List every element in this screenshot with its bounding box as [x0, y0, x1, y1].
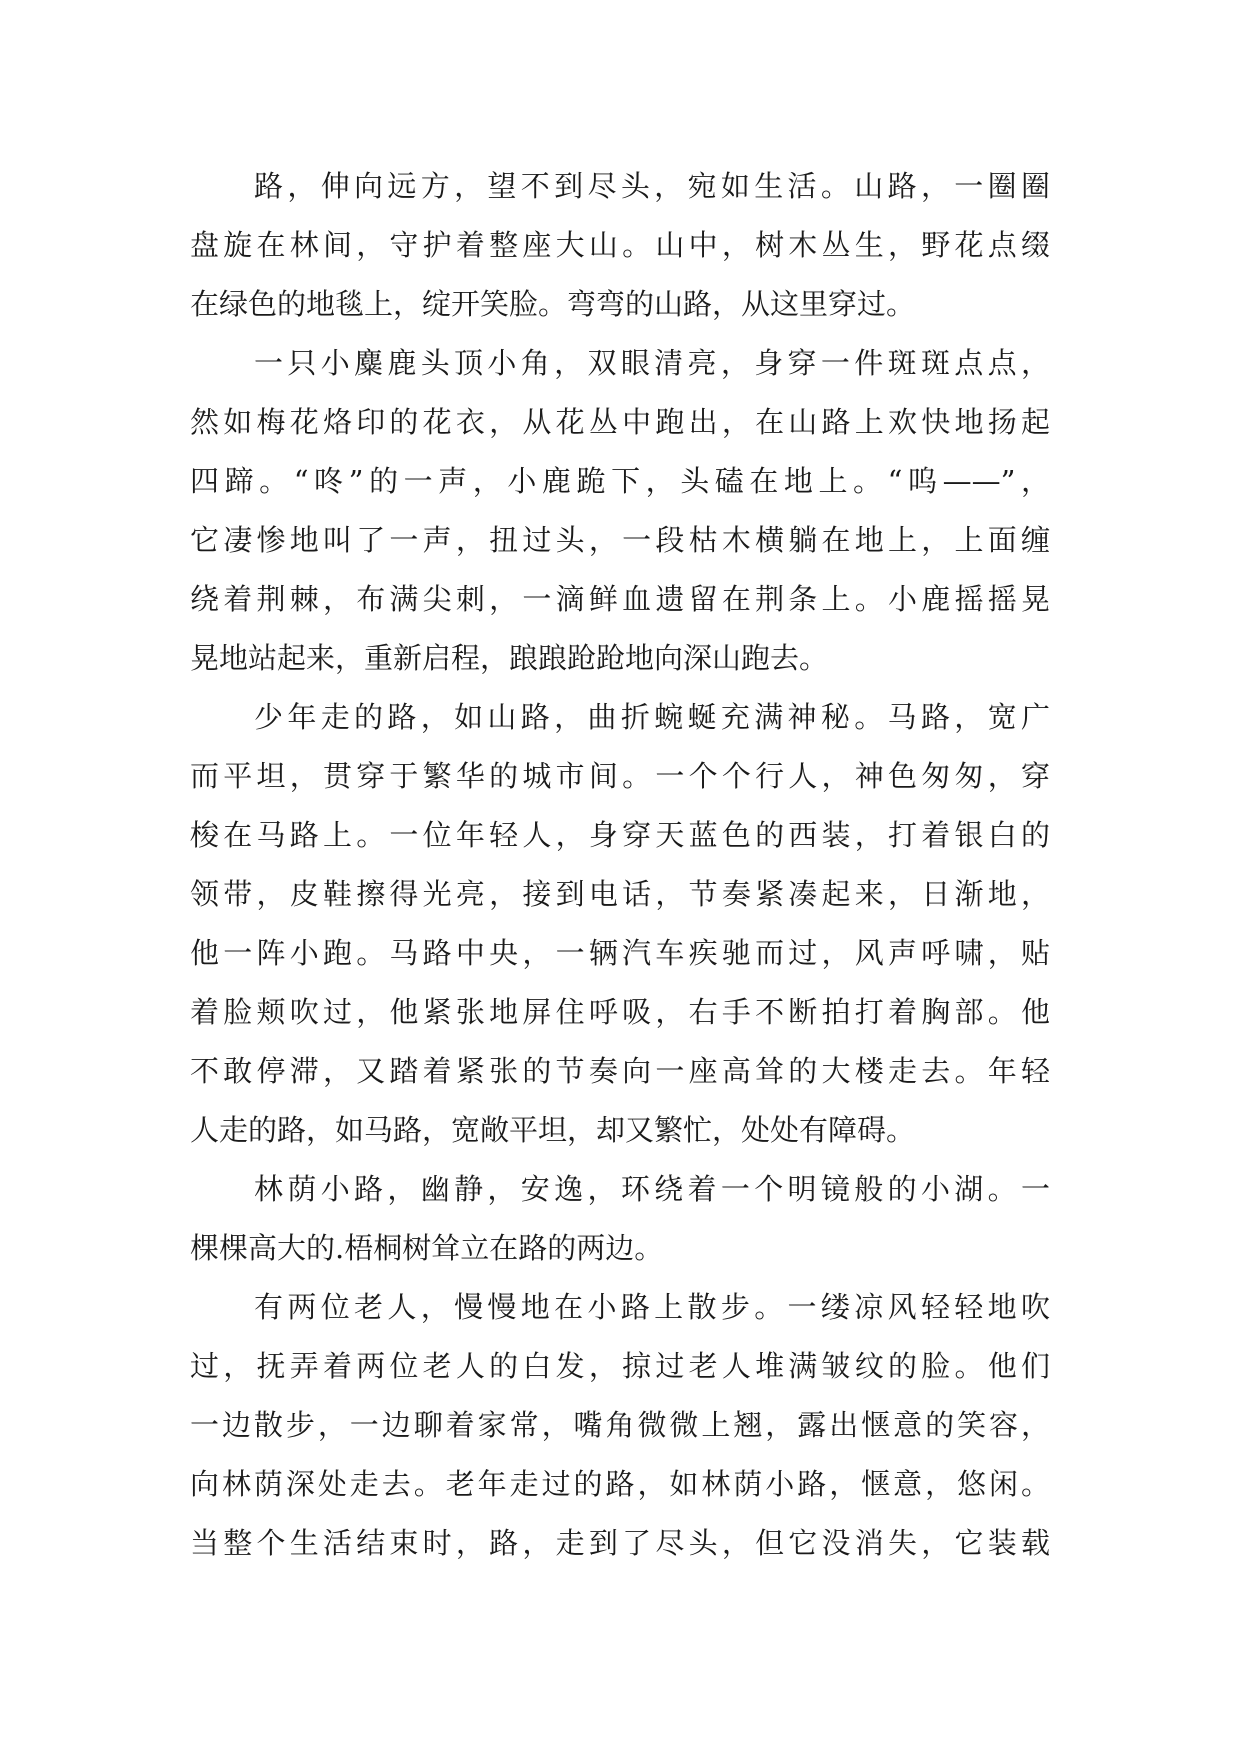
text-line: 当整个生活结束时，路，走到了尽头，但它没消失，它装载 [190, 1526, 1050, 1560]
text-line: 他一阵小跑。马路中央，一辆汽车疾驰而过，风声呼啸，贴 [190, 936, 1050, 970]
text-line: 路，伸向远方，望不到尽头，宛如生活。山路，一圈圈 [254, 169, 1050, 203]
text-line: 不敢停滞，又踏着紧张的节奏向一座高耸的大楼走去。年轻 [190, 1054, 1050, 1088]
text-line: 绕着荆棘，布满尖刺，一滴鲜血遗留在荆条上。小鹿摇摇晃 [190, 582, 1050, 616]
text-line: 然如梅花烙印的花衣，从花丛中跑出，在山路上欢快地扬起 [190, 405, 1050, 439]
paragraph [190, 1278, 1050, 1573]
text-line: 人走的路，如马路，宽敞平坦，却又繁忙，处处有障碍。 [190, 1113, 916, 1147]
paragraph [190, 157, 1050, 334]
text-line: 向林荫深处走去。老年走过的路，如林荫小路，惬意，悠闲。 [190, 1467, 1050, 1501]
text-line: 四蹄。“咚”的一声，小鹿跪下，头磕在地上。“呜——”， [190, 464, 1050, 498]
text-line: 它凄惨地叫了一声，扭过头，一段枯木横躺在地上，上面缠 [190, 523, 1050, 557]
text-line: 一边散步，一边聊着家常，嘴角微微上翘，露出惬意的笑容， [190, 1408, 1050, 1442]
text-line: 棵棵高大的.梧桐树耸立在路的两边。 [190, 1231, 664, 1265]
text-line: 一只小麋鹿头顶小角，双眼清亮，身穿一件斑斑点点， [254, 346, 1050, 380]
paragraph [190, 1160, 1050, 1278]
text-line: 而平坦，贯穿于繁华的城市间。一个个行人，神色匆匆，穿 [190, 759, 1050, 793]
text-line: 着脸颊吹过，他紧张地屏住呼吸，右手不断拍打着胸部。他 [190, 995, 1050, 1029]
body-text [190, 157, 1050, 1573]
text-line: 林荫小路，幽静，安逸，环绕着一个明镜般的小湖。一 [254, 1172, 1050, 1206]
text-line: 领带，皮鞋擦得光亮，接到电话，节奏紧凑起来，日渐地， [190, 877, 1050, 911]
text-line: 过，抚弄着两位老人的白发，掠过老人堆满皱纹的脸。他们 [190, 1349, 1050, 1383]
paragraph [190, 688, 1050, 1160]
paragraph [190, 334, 1050, 688]
text-line: 在绿色的地毯上，绽开笑脸。弯弯的山路，从这里穿过。 [190, 287, 916, 321]
text-line: 少年走的路，如山路，曲折蜿蜒充满神秘。马路，宽广 [254, 700, 1050, 734]
text-line: 盘旋在林间，守护着整座大山。山中，树木丛生，野花点缀 [190, 228, 1050, 262]
text-line: 梭在马路上。一位年轻人，身穿天蓝色的西装，打着银白的 [190, 818, 1050, 852]
text-line: 有两位老人，慢慢地在小路上散步。一缕凉风轻轻地吹 [254, 1290, 1050, 1324]
text-line: 晃地站起来，重新启程，踉踉跄跄地向深山跑去。 [190, 641, 829, 675]
